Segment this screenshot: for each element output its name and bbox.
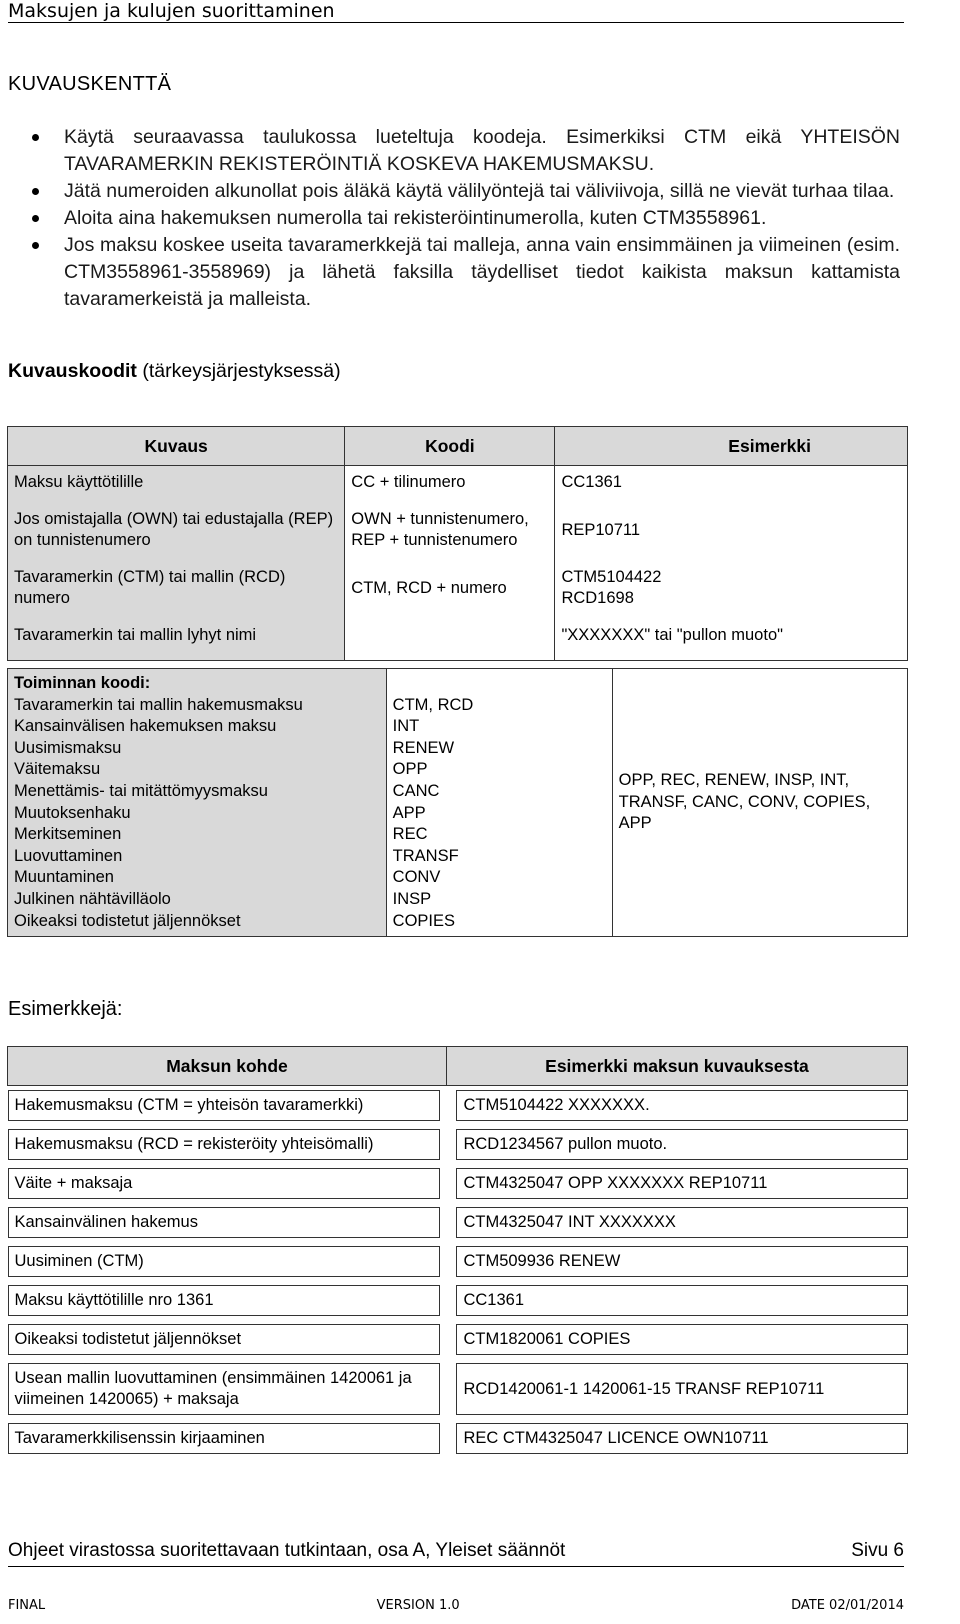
example-description: RCD1420061-1 1420061-15 TRANSF REP10711 bbox=[456, 1363, 907, 1415]
operation-label: Menettämis- tai mitättömyysmaksu bbox=[14, 781, 268, 800]
operation-label: Oikeaksi todistetut jäljennökset bbox=[14, 911, 241, 930]
operation-code: TRANSF bbox=[392, 846, 459, 865]
example-subject: Kansainvälinen hakemus bbox=[8, 1207, 441, 1238]
section-title: KUVAUSKENTTÄ bbox=[8, 73, 172, 95]
operation-code: RENEW bbox=[392, 738, 455, 757]
table-row bbox=[8, 1086, 908, 1126]
row-example: REP10711 bbox=[555, 505, 908, 555]
page-number: Sivu 6 bbox=[851, 1540, 904, 1561]
operation-code: REC bbox=[392, 825, 428, 844]
operation-code: INT bbox=[392, 717, 420, 736]
footer-date: DATE 02/01/2014 bbox=[791, 1598, 904, 1613]
operation-code: APP bbox=[392, 803, 426, 822]
col-header-subject: Maksun kohde bbox=[8, 1047, 447, 1086]
example-subject: Usean mallin luovuttaminen (ensimmäinen 1420061 ja viimeinen 1420065) + maksaja bbox=[8, 1363, 441, 1415]
operation-code: COPIES bbox=[392, 911, 456, 930]
operation-example: OPP, REC, RENEW, INSP, INT, TRANSF, CANC, CONV, COPIES, APP bbox=[612, 669, 907, 937]
codes-subheading bbox=[8, 360, 341, 383]
instruction-item: Käytä seuraavassa taulukossa lueteltuja koodeja. Esimerkiksi CTM eikä YHTEISÖN TAVARAMERKIN REKISTERÖINTIÄ KOSKEVA HAKEMUSMAKSU. bbox=[0, 124, 900, 178]
example-description: CTM4325047 INT XXXXXXX bbox=[456, 1207, 907, 1238]
running-header: Maksujen ja kulujen suorittaminen bbox=[8, 0, 904, 23]
operation-label: Kansainvälisen hakemuksen maksu bbox=[14, 717, 277, 736]
example-subject: Maksu käyttötilille nro 1361 bbox=[8, 1285, 441, 1316]
row-code: CC + tilinumero bbox=[345, 466, 555, 498]
example-description: REC CTM4325047 LICENCE OWN10711 bbox=[456, 1423, 907, 1454]
table-row bbox=[8, 1281, 908, 1320]
example-description: CTM1820061 COPIES bbox=[456, 1324, 907, 1355]
table-row bbox=[8, 563, 908, 613]
example-subject: Uusiminen (CTM) bbox=[8, 1246, 441, 1277]
table-row bbox=[8, 505, 908, 555]
footer-version: VERSION 1.0 bbox=[376, 1598, 460, 1613]
table-row bbox=[8, 466, 908, 498]
operation-label: Julkinen nähtävilläolo bbox=[14, 889, 171, 908]
codes-subheading-rest: (tärkeysjärjestyksessä) bbox=[136, 360, 341, 382]
operation-codes bbox=[386, 669, 612, 937]
example-description: CTM5104422 XXXXXXX. bbox=[456, 1090, 907, 1121]
instruction-item: Jos maksu koskee useita tavaramerkkejä tai malleja, anna vain ensimmäinen ja viimeinen (esim. CTM3558961-3558969) ja lähetä faksilla täydelliset tiedot kaikista maksun kattamista tavaramerkeistä ja malleista. bbox=[0, 232, 900, 313]
operation-label: Muuntaminen bbox=[14, 868, 114, 887]
example-subject: Hakemusmaksu (RCD = rekisteröity yhteisömalli) bbox=[8, 1129, 441, 1160]
row-example: CTM5104422 RCD1698 bbox=[555, 563, 908, 613]
codes-subheading-bold: Kuvauskoodit bbox=[8, 360, 137, 382]
row-code: OWN + tunnistenumero, REP + tunnistenumero bbox=[345, 505, 555, 555]
footer-meta bbox=[8, 1598, 904, 1613]
col-header-example: Esimerkki bbox=[555, 427, 908, 466]
example-subject: Väite + maksaja bbox=[8, 1168, 441, 1199]
example-description: CC1361 bbox=[456, 1285, 907, 1316]
row-description: Tavaramerkin (CTM) tai mallin (RCD) numero bbox=[8, 563, 345, 613]
page-footer bbox=[8, 1540, 904, 1567]
instruction-list bbox=[0, 124, 900, 313]
operation-label: Luovuttaminen bbox=[14, 846, 123, 865]
instruction-item: Aloita aina hakemuksen numerolla tai rekisteröintinumerolla, kuten CTM3558961. bbox=[0, 205, 900, 232]
operation-label: Uusimismaksu bbox=[14, 738, 122, 757]
examples-title: Esimerkkejä: bbox=[8, 998, 123, 1020]
instruction-item: Jätä numeroiden alkunollat pois äläkä käytä välilyöntejä tai väliviivoja, sillä ne vievät turhaa tilaa. bbox=[0, 178, 900, 205]
row-description: Maksu käyttötilille bbox=[8, 466, 345, 498]
table-row bbox=[8, 669, 908, 937]
row-description: Tavaramerkin tai mallin lyhyt nimi bbox=[8, 621, 345, 661]
table-row bbox=[8, 1359, 908, 1419]
table-row bbox=[8, 1125, 908, 1164]
row-code: CTM, RCD + numero bbox=[345, 563, 555, 613]
row-code bbox=[345, 621, 555, 661]
table-row bbox=[8, 1419, 908, 1458]
col-header-description: Kuvaus bbox=[8, 427, 345, 466]
row-example: CC1361 bbox=[555, 466, 908, 498]
codes-table bbox=[7, 426, 908, 661]
example-subject: Oikeaksi todistetut jäljennökset bbox=[8, 1324, 441, 1355]
operation-codes-table bbox=[7, 668, 908, 937]
table-row bbox=[8, 1164, 908, 1203]
operation-heading: Toiminnan koodi: bbox=[14, 674, 151, 692]
operation-code: OPP bbox=[392, 760, 428, 779]
footer-status: FINAL bbox=[8, 1598, 46, 1613]
col-header-code: Koodi bbox=[345, 427, 555, 466]
example-subject: Hakemusmaksu (CTM = yhteisön tavaramerkki) bbox=[8, 1090, 441, 1121]
operation-code: CONV bbox=[392, 868, 441, 887]
operation-label: Merkitseminen bbox=[14, 825, 122, 844]
operation-label: Tavaramerkin tai mallin hakemusmaksu bbox=[14, 695, 303, 714]
table-row bbox=[8, 621, 908, 661]
operation-label: Muutoksenhaku bbox=[14, 803, 131, 822]
operation-code: INSP bbox=[392, 889, 432, 908]
col-header-description-example: Esimerkki maksun kuvauksesta bbox=[446, 1047, 907, 1086]
example-description: RCD1234567 pullon muoto. bbox=[456, 1129, 907, 1160]
footer-document-title: Ohjeet virastossa suoritettavaan tutkintaan, osa A, Yleiset säännöt bbox=[8, 1540, 566, 1561]
operation-code: CTM, RCD bbox=[392, 695, 474, 714]
operation-code: CANC bbox=[392, 781, 440, 800]
examples-table bbox=[7, 1046, 908, 1458]
example-description: CTM4325047 OPP XXXXXXX REP10711 bbox=[456, 1168, 907, 1199]
operation-labels bbox=[8, 669, 387, 937]
row-description: Jos omistajalla (OWN) tai edustajalla (REP) on tunnistenumero bbox=[8, 505, 345, 555]
example-description: CTM509936 RENEW bbox=[456, 1246, 907, 1277]
table-row bbox=[8, 1242, 908, 1281]
table-row bbox=[8, 1203, 908, 1242]
operation-label: Väitemaksu bbox=[14, 760, 101, 779]
example-subject: Tavaramerkkilisenssin kirjaaminen bbox=[8, 1423, 441, 1454]
table-row bbox=[8, 1320, 908, 1359]
row-example: "XXXXXXX" tai "pullon muoto" bbox=[555, 621, 908, 661]
